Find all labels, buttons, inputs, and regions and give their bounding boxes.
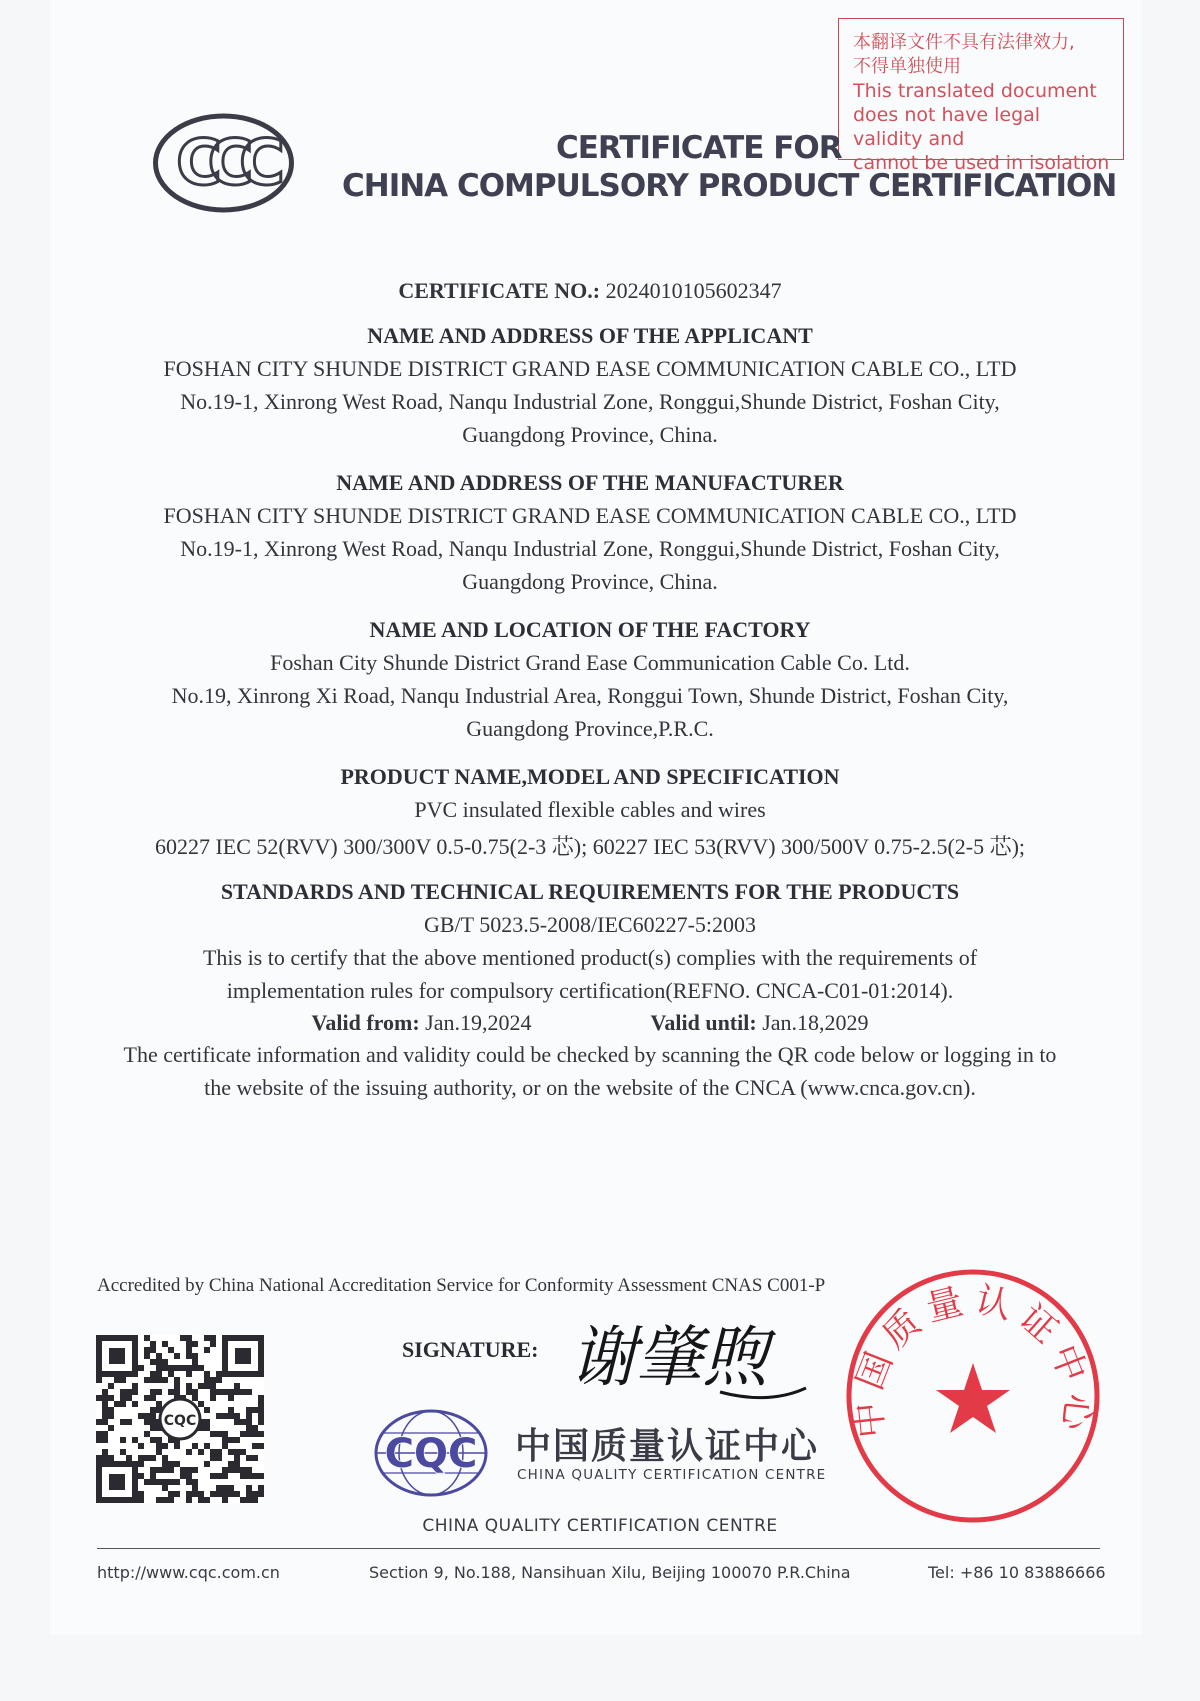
factory-address-line1: No.19, Xinrong Xi Road, Nanqu Industrial Area, Ronggui Town, Shunde District, Foshan City, xyxy=(171,683,1009,708)
title-line2: CHINA COMPULSORY PRODUCT CERTIFICATION xyxy=(342,168,1117,204)
official-seal-icon xyxy=(842,1265,1104,1527)
footer-url-link[interactable]: http://www.cqc.com.cn xyxy=(97,1563,280,1582)
signature-text: 谢肇煦 xyxy=(570,1319,768,1396)
product-spec: 60227 IEC 52(RVV) 300/300V 0.5-0.75(2-3 芯); 60227 IEC 53(RVV) 300/500V 0.75-2.5(2-5 芯); xyxy=(154,834,1026,859)
applicant-name: FOSHAN CITY SHUNDE DISTRICT GRAND EASE COMMUNICATION CABLE CO., LTD xyxy=(163,356,1017,381)
notice-en-line1: This translated document xyxy=(853,80,1097,102)
product-heading: PRODUCT NAME,MODEL AND SPECIFICATION xyxy=(340,764,840,789)
cqc-name-cn: 中国质量认证中心 xyxy=(515,1426,820,1467)
ccc-logo-text: CCC xyxy=(176,126,271,199)
manufacturer-address-line1: No.19-1, Xinrong West Road, Nanqu Industrial Zone, Ronggui,Shunde District, Foshan City, xyxy=(180,536,1000,561)
product-name: PVC insulated flexible cables and wires xyxy=(414,797,766,822)
footer-address: Section 9, No.188, Nansihuan Xilu, Beijing 100070 P.R.China xyxy=(369,1563,851,1582)
standards-value: GB/T 5023.5-2008/IEC60227-5:2003 xyxy=(423,912,757,937)
manufacturer-address-line2: Guangdong Province, China. xyxy=(462,569,718,594)
valid-until-value: Jan.18,2029 xyxy=(762,1010,869,1035)
footer-divider xyxy=(97,1548,1100,1549)
info-line1: The certificate information and validity could be checked by scanning the QR code below or logging in to xyxy=(123,1042,1057,1067)
notice-en-line2: does not have legal validity and xyxy=(853,104,1041,150)
factory-name: Foshan City Shunde District Grand Ease Communication Cable Co. Ltd. xyxy=(270,650,910,675)
accreditation-text: Accredited by China National Accreditation Service for Conformity Assessment CNAS C001-P xyxy=(97,1275,826,1296)
standards-heading: STANDARDS AND TECHNICAL REQUIREMENTS FOR THE PRODUCTS xyxy=(220,879,960,904)
applicant-heading: NAME AND ADDRESS OF THE APPLICANT xyxy=(367,323,813,348)
cqc-logo-text: CQC xyxy=(384,1431,478,1477)
applicant-address-line1: No.19-1, Xinrong West Road, Nanqu Industrial Zone, Ronggui,Shunde District, Foshan City, xyxy=(180,389,1000,414)
info-line2: the website of the issuing authority, or on the website of the CNCA (www.cnca.gov.cn). xyxy=(204,1075,976,1100)
manufacturer-name: FOSHAN CITY SHUNDE DISTRICT GRAND EASE COMMUNICATION CABLE CO., LTD xyxy=(163,503,1017,528)
seal-text: 中国质量认证中心 xyxy=(847,1279,1099,1440)
notice-cn-line2: 不得单独使用 xyxy=(853,56,961,77)
manufacturer-heading: NAME AND ADDRESS OF THE MANUFACTURER xyxy=(336,470,844,495)
handwritten-signature-icon xyxy=(570,1308,810,1404)
validity-row xyxy=(60,1010,1120,1036)
certificate-number-label: CERTIFICATE NO.: xyxy=(398,278,601,303)
notice-cn-line1: 本翻译文件不具有法律效力, xyxy=(853,32,1075,53)
cqc-logo-icon xyxy=(372,1407,490,1499)
qr-code-icon[interactable] xyxy=(96,1335,264,1503)
certificate-number-value: 2024010105602347 xyxy=(605,278,782,303)
cqc-name-en: CHINA QUALITY CERTIFICATION CENTRE xyxy=(517,1467,827,1483)
valid-from-value: Jan.19,2024 xyxy=(425,1010,532,1035)
statement-line2: implementation rules for compulsory certification(REFNO. CNCA-C01-01:2014). xyxy=(226,978,954,1003)
footer-tel: Tel: +86 10 83886666 xyxy=(928,1563,1106,1582)
certificate-number-row xyxy=(60,278,1120,304)
valid-from-label: Valid from: xyxy=(311,1010,420,1035)
signature-label: SIGNATURE: xyxy=(402,1337,539,1362)
valid-until-label: Valid until: xyxy=(650,1010,757,1035)
title-line1: CERTIFICATE FOR xyxy=(556,130,842,166)
qr-center-text: CQC xyxy=(163,1413,197,1429)
notice-en-line3: cannot be used in isolation xyxy=(853,152,1110,174)
factory-address-line2: Guangdong Province,P.R.C. xyxy=(466,716,714,741)
factory-heading: NAME AND LOCATION OF THE FACTORY xyxy=(369,617,811,642)
footer-organization: CHINA QUALITY CERTIFICATION CENTRE xyxy=(422,1516,778,1536)
statement-line1: This is to certify that the above mentioned product(s) complies with the requirements of xyxy=(202,945,978,970)
applicant-address-line2: Guangdong Province, China. xyxy=(462,422,718,447)
